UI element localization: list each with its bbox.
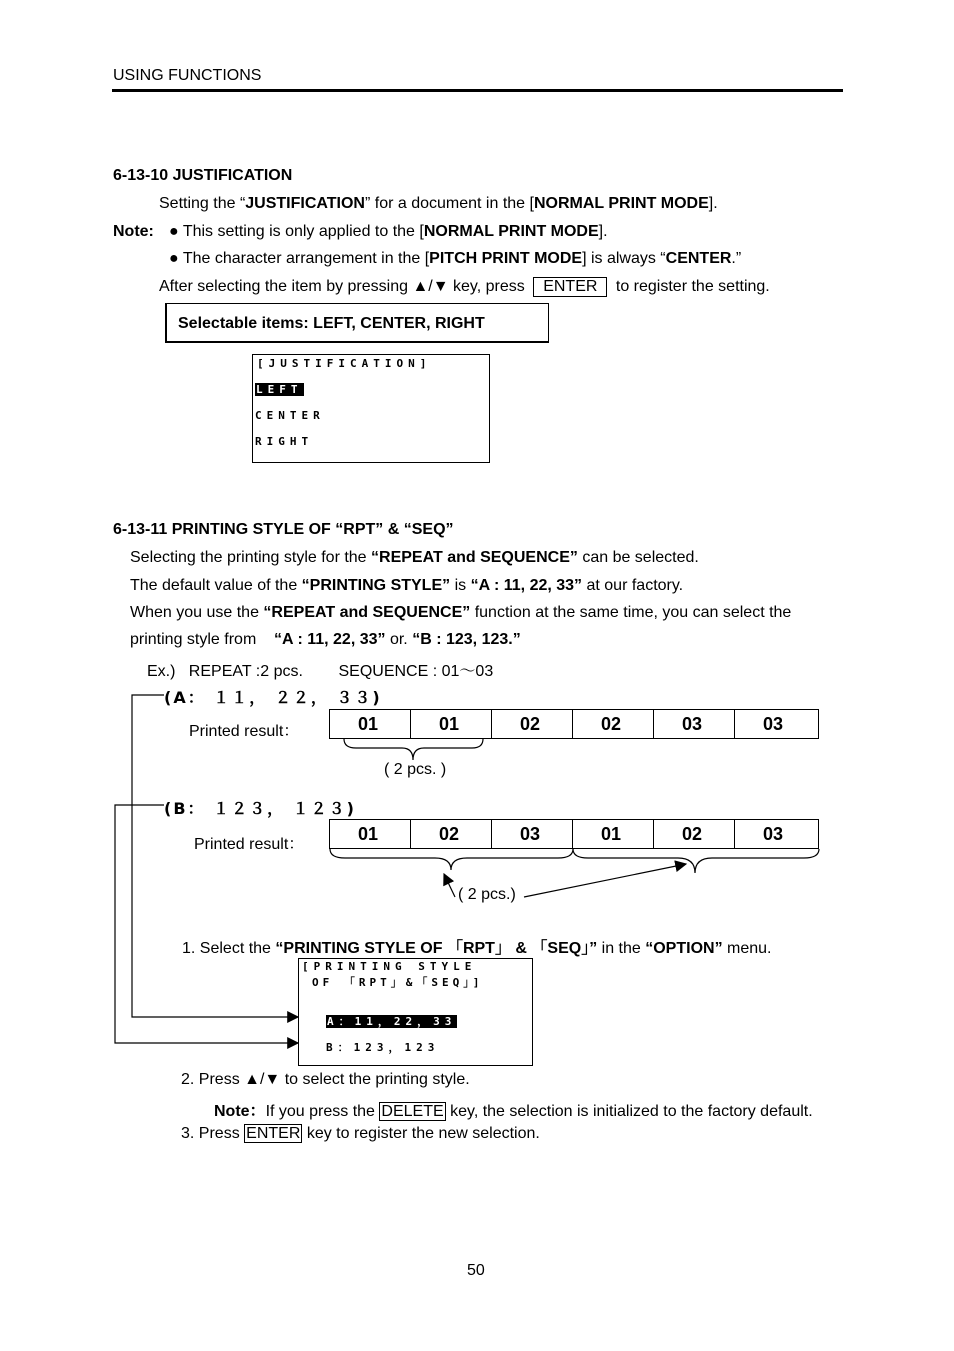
lcd2-option-b: B：123，123 — [326, 1041, 440, 1054]
lcd-title: [JUSTIFICATION] — [257, 357, 432, 370]
arrow-pcs-left — [444, 874, 455, 897]
note-line-2: ● The character arrangement in the [PITCH PRINT MODE] is always “CENTER.” — [169, 250, 742, 267]
after-selecting-instruction: After selecting the item by pressing ▲/▼ key, press ENTER to register the setting. — [159, 278, 770, 295]
note-line-1: ● This setting is only applied to the [NORMAL PRINT MODE]. — [169, 223, 608, 240]
example-line: Ex.) REPEAT :2 pcs. SEQUENCE : 01～03 — [147, 663, 494, 680]
pcs-label-b: ( 2 pcs.) — [458, 886, 516, 903]
lcd2-title-line1: [PRINTING STYLE — [302, 960, 477, 973]
delete-key-label: DELETE — [381, 1103, 444, 1120]
note-label: Note: — [113, 223, 154, 240]
arrow-pcs-right — [524, 864, 686, 897]
lcd-option-center: CENTER — [255, 409, 325, 422]
enter-key-label: ENTER — [533, 277, 607, 297]
note-delete: Note：If you press the DELETE key, the selection is initialized to the factory default. — [214, 1103, 813, 1120]
row-b-cell: 02 — [654, 820, 735, 848]
pcs-label-a: ( 2 pcs. ) — [384, 761, 447, 778]
row-a-cell: 03 — [763, 714, 784, 734]
row-a-cell: 02 — [573, 710, 654, 738]
row-a-cell: 01 — [330, 710, 411, 738]
lcd-option-right: RIGHT — [255, 435, 314, 448]
section-heading-justification: 6-13-10 JUSTIFICATION — [113, 167, 293, 184]
printing-style-p1: Selecting the printing style for the “REPEAT and SEQUENCE” can be selected. — [130, 549, 699, 566]
lcd-option-left: LEFT — [256, 383, 303, 396]
printed-result-label-b: Printed result： — [194, 836, 305, 853]
section-heading-printing-style: 6-13-11 PRINTING STYLE OF “RPT” & “SEQ” — [113, 521, 454, 538]
running-header: USING FUNCTIONS — [113, 67, 262, 84]
row-b-cell: 03 — [763, 824, 784, 844]
justification-intro: Setting the “JUSTIFICATION” for a document in the [NORMAL PRINT MODE]. — [159, 195, 718, 212]
row-b-cell: 01 — [330, 820, 411, 848]
style-a-label: (A： １１， ２２， ３３) — [164, 688, 382, 707]
connector-a — [132, 695, 298, 1017]
row-b-cell: 02 — [411, 820, 492, 848]
row-a-cell: 02 — [492, 710, 573, 738]
brace-b2 — [573, 849, 819, 873]
row-b-cell: 01 — [573, 820, 654, 848]
printing-style-p4: printing style from “A : 11, 22, 33” or. “B : 123, 123.” — [130, 631, 521, 648]
connector-b — [115, 805, 298, 1043]
step-2: 2. Press ▲/▼ to select the printing style. — [181, 1071, 470, 1088]
lcd2-option-a: A：11，22，33 — [327, 1015, 457, 1028]
lcd2-title-line2: OF 「RPT」&「SEQ」] — [312, 976, 484, 989]
selectable-items-text: Selectable items: LEFT, CENTER, RIGHT — [178, 315, 485, 332]
row-a-cell: 01 — [411, 710, 492, 738]
row-b-cell: 03 — [492, 820, 573, 848]
row-a-cell: 03 — [654, 710, 735, 738]
step-3: 3. Press ENTER key to register the new selection. — [181, 1125, 540, 1142]
page-number: 50 — [467, 1262, 485, 1279]
brace-a — [344, 739, 483, 760]
brace-b1 — [330, 849, 573, 870]
printing-style-p3: When you use the “REPEAT and SEQUENCE” function at the same time, you can select the — [130, 604, 792, 621]
printing-style-p2: The default value of the “PRINTING STYLE” is “A : 11, 22, 33” at our factory. — [130, 577, 684, 594]
enter-key-label-2: ENTER — [246, 1125, 301, 1142]
style-b-label: (B： １２３， １２３) — [164, 799, 356, 818]
step-1: 1. Select the “PRINTING STYLE OF 「RPT」 & 「SEQ」” in the “OPTION” menu. — [182, 940, 772, 957]
printed-result-label-a: Printed result： — [189, 723, 300, 740]
